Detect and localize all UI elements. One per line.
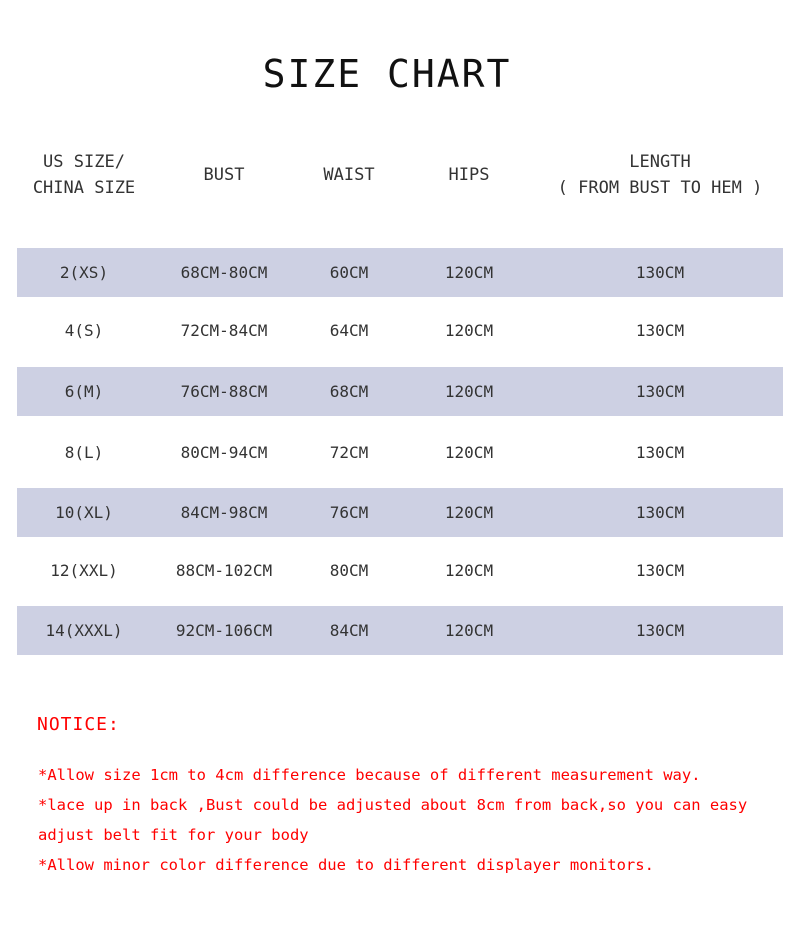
cell-bust: 80CM-94CM [180,443,268,462]
cell-hips: 120CM [444,561,494,580]
cell-hips: 120CM [444,321,494,340]
notice-line: adjust belt fit for your body [38,826,309,844]
notice-line: *lace up in back ,Bust could be adjusted about 8cm from back,so you can easy [38,796,748,814]
cell-waist: 76CM [329,503,369,522]
header-length [537,140,783,210]
header-hips-label: HIPS [448,165,490,185]
cell-size: 8(L) [64,443,104,462]
cell-waist: 72CM [329,443,369,462]
header-hips [401,140,537,210]
cell-hips: 120CM [444,443,494,462]
table-row [17,546,783,595]
cell-length: 130CM [635,382,685,401]
header-size-line2: CHINA SIZE [32,178,136,198]
header-waist-label: WAIST [323,165,375,185]
notice-list [38,760,778,880]
table-row [17,428,783,477]
header-length-line1: LENGTH [629,152,691,172]
cell-length: 130CM [635,503,685,522]
header-bust-label: BUST [203,165,245,185]
cell-hips: 120CM [444,382,494,401]
cell-bust: 76CM-88CM [180,382,268,401]
table-row [17,488,783,537]
cell-waist: 68CM [329,382,369,401]
cell-waist: 64CM [329,321,369,340]
table-header [17,140,783,210]
cell-length: 130CM [635,443,685,462]
cell-length: 130CM [635,561,685,580]
page-title: SIZE CHART [262,52,512,96]
cell-length: 130CM [635,321,685,340]
header-waist [297,140,401,210]
cell-bust: 68CM-80CM [180,263,268,282]
cell-size: 12(XXL) [50,561,118,580]
table-row [17,606,783,655]
cell-size: 4(S) [64,321,104,340]
cell-hips: 120CM [444,263,494,282]
table-row [17,248,783,297]
notice-line: *Allow minor color difference due to different displayer monitors. [38,856,654,874]
cell-length: 130CM [635,621,685,640]
notice-heading: NOTICE: [37,714,120,735]
table-row [17,367,783,416]
cell-hips: 120CM [444,621,494,640]
cell-waist: 60CM [329,263,369,282]
cell-bust: 88CM-102CM [175,561,273,580]
cell-size: 14(XXXL) [45,621,123,640]
cell-hips: 120CM [444,503,494,522]
header-size-line1: US SIZE/ [43,152,125,172]
cell-size: 10(XL) [55,503,113,522]
table-row [17,306,783,355]
cell-bust: 92CM-106CM [175,621,273,640]
cell-waist: 80CM [329,561,369,580]
header-length-line2: ( FROM BUST TO HEM ) [557,178,763,198]
notice-line: *Allow size 1cm to 4cm difference because of different measurement way. [38,766,701,784]
cell-length: 130CM [635,263,685,282]
cell-bust: 84CM-98CM [180,503,268,522]
cell-waist: 84CM [329,621,369,640]
header-bust [151,140,297,210]
cell-size: 2(XS) [59,263,109,282]
header-size [17,140,151,210]
cell-size: 6(M) [64,382,104,401]
cell-bust: 72CM-84CM [180,321,268,340]
